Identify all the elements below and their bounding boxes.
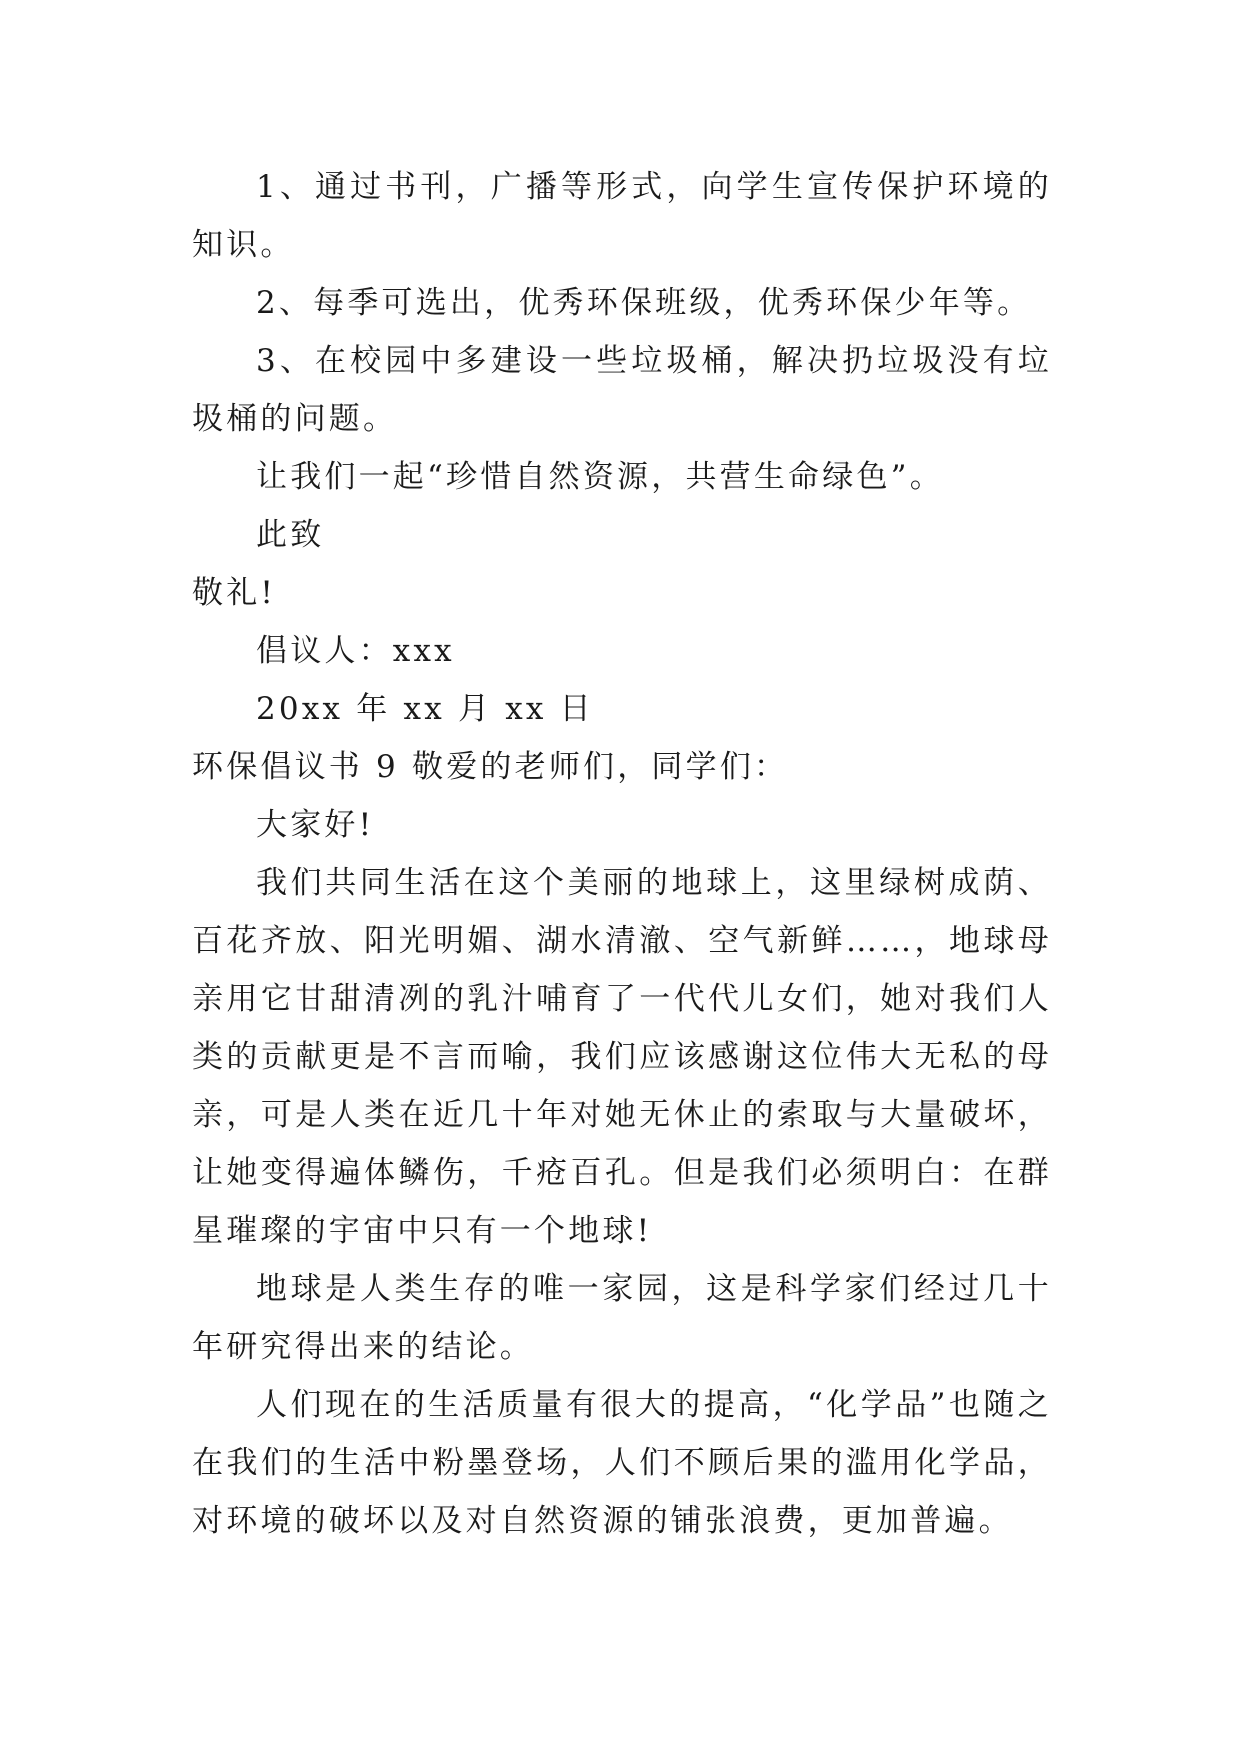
paragraph-body-3: 人们现在的生活质量有很大的提高，“化学品”也随之在我们的生活中粉墨登场，人们不顾后果的滥用化学品，对环境的破坏以及对自然资源的铺张浪费，更加普遍。 xyxy=(192,1387,1052,1539)
document-body xyxy=(192,158,1052,1550)
closing-regards: 敬礼! xyxy=(192,575,277,611)
signatory: 倡议人：xxx xyxy=(256,633,455,669)
greeting: 大家好! xyxy=(256,807,375,843)
closing-salutation: 此致 xyxy=(256,517,325,553)
date-line: 20xx 年 xx 月 xx 日 xyxy=(256,691,594,727)
paragraph-2: 2、每季可选出，优秀环保班级，优秀环保少年等。 xyxy=(256,285,1032,321)
paragraph-body-2: 地球是人类生存的唯一家园，这是科学家们经过几十年研究得出来的结论。 xyxy=(192,1271,1052,1365)
paragraph-3: 3、在校园中多建设一些垃圾桶，解决扔垃圾没有垃圾桶的问题。 xyxy=(192,343,1052,437)
section-heading: 环保倡议书 9 敬爱的老师们，同学们： xyxy=(192,749,789,785)
paragraph-1: 1、通过书刊，广播等形式，向学生宣传保护环境的知识。 xyxy=(192,169,1052,263)
paragraph-body-1: 我们共同生活在这个美丽的地球上，这里绿树成荫、百花齐放、阳光明媚、湖水清澈、空气新鲜……，地球母亲用它甘甜清冽的乳汁哺育了一代代儿女们，她对我们人类的贡献更是不言而喻，我们应该感谢这位伟大无私的母亲，可是人类在近几十年对她无休止的索取与大量破坏，让她变得遍体鳞伤，千疮百孔。但是我们必须明白：在群星璀璨的宇宙中只有一个地球! xyxy=(192,865,1052,1249)
paragraph-4: 让我们一起“珍惜自然资源，共营生命绿色”。 xyxy=(256,459,944,495)
